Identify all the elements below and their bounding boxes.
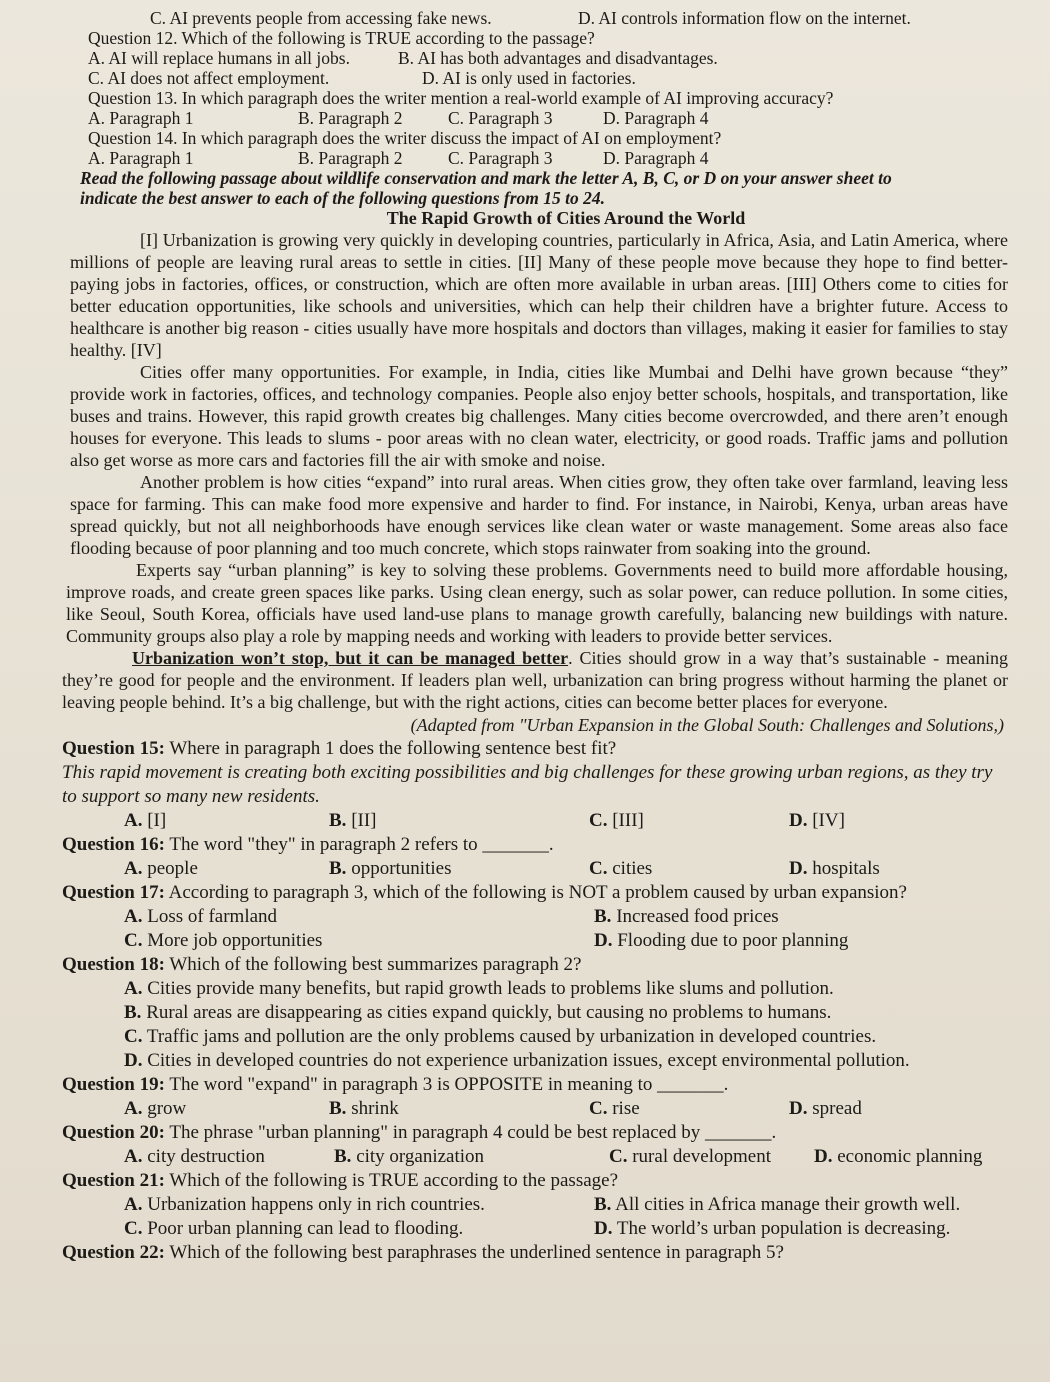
q13-stem: Question 13. In which paragraph does the writer mention a real-world example of AI improving accuracy?: [88, 88, 834, 108]
q13-option-b: B. Paragraph 2: [298, 108, 403, 128]
option-text: The world’s urban population is decreasing.: [612, 1218, 951, 1239]
q15-label: Question 15:: [62, 738, 165, 759]
q17-option-c[interactable]: [124, 929, 594, 953]
option-letter: D.: [124, 1050, 143, 1071]
q18-option-d[interactable]: [62, 1049, 1010, 1073]
option-letter: B.: [594, 906, 612, 927]
q14-option-c: C. Paragraph 3: [448, 148, 553, 168]
q19-option-b[interactable]: [329, 1097, 589, 1121]
q18-stem: [62, 953, 1010, 977]
q11-options: [62, 8, 1010, 28]
passage-title: The Rapid Growth of Cities Around the World: [386, 208, 746, 228]
option-letter: C.: [589, 810, 608, 831]
q20-label: Question 20:: [62, 1122, 165, 1143]
q22-stem: [62, 1241, 1010, 1265]
q15-stem-text: Where in paragraph 1 does the following sentence best fit?: [164, 738, 617, 759]
q15-option-a[interactable]: [124, 809, 329, 833]
paragraph-3-text: Another problem is how cities “expand” into rural areas. When cities grow, they often take over farmland, leaving less space for farming. This can make food more expensive and harder to find. For instance, in Nairobi, Kenya, urban areas have spread quickly, but not all neighborhoods have enough services like clean water or waste management. Some areas also face flooding because of poor planning and too much concrete, which stops rainwater from soaking into the ground.: [70, 472, 1008, 558]
q17-option-d[interactable]: [594, 929, 1024, 953]
q20-option-a[interactable]: [124, 1145, 334, 1169]
q19-options: [62, 1097, 1010, 1121]
option-letter: C.: [589, 1098, 608, 1119]
option-letter: B.: [334, 1146, 352, 1167]
q15-quote: This rapid movement is creating both exciting possibilities and big challenges for these growing urban regions, as they try to support so many new residents.: [62, 762, 993, 807]
option-letter: A.: [124, 1146, 143, 1167]
q16-option-c[interactable]: [589, 857, 789, 881]
option-letter: A.: [124, 858, 143, 879]
q17-label: Question 17:: [62, 882, 165, 903]
q16-label: Question 16:: [62, 834, 165, 855]
q19-stem: [62, 1073, 1010, 1097]
q21-options: [62, 1193, 1010, 1241]
q16-stem-text: The word "they" in paragraph 2 refers to _______.: [164, 834, 554, 855]
q20-stem-text: The phrase "urban planning" in paragraph 4 could be best replaced by _______.: [164, 1122, 777, 1143]
option-letter: B.: [329, 858, 347, 879]
q12-options-row1: [62, 48, 1010, 68]
q14-stem: Question 14. In which paragraph does the writer discuss the impact of AI on employment?: [88, 128, 722, 148]
paragraph-5-text: . Cities should grow in a way that’s sustainable - meaning they’re good for people and the environment. If leaders plan well, urbanization can bring progress without harming the planet or leaving people behind. It’s a big challenge, but with the right actions, cities can become better places for everyone.: [62, 648, 1009, 712]
option-text: economic planning: [832, 1146, 983, 1167]
option-text: [I]: [142, 810, 167, 831]
q20-stem: [62, 1121, 1010, 1145]
q17-stem: [62, 881, 1010, 905]
q14-options: [62, 148, 1010, 168]
paragraph-1-text: [I] Urbanization is growing very quickly in developing countries, particularly in Africa, Asia, and Latin America, where millions of people are leaving rural areas to settle in cities. [II] Many of these people move because they hope to find better-paying jobs in factories, offices, or construction, which are often more available in urban areas. [III] Others come to cities for better education opportunities, like schools and universities, which can help their children have a brighter future. Access to healthcare is another big reason - cities usually have more hospitals and doctors than villages, making it easier for families to stay healthy. [IV]: [70, 230, 1008, 360]
q16-stem: [62, 833, 1010, 857]
q19-stem-text: The word "expand" in paragraph 3 is OPPOSITE in meaning to _______.: [164, 1074, 729, 1095]
q18-label: Question 18:: [62, 954, 165, 975]
q15-option-b[interactable]: [329, 809, 589, 833]
q20-option-c[interactable]: [609, 1145, 814, 1169]
option-text: opportunities: [346, 858, 452, 879]
q22-stem-text: Which of the following best paraphrases the underlined sentence in paragraph 5?: [164, 1242, 784, 1263]
q15-option-d[interactable]: [789, 809, 989, 833]
q12-option-c: C. AI does not affect employment.: [88, 68, 330, 88]
q21-option-b[interactable]: [594, 1193, 1024, 1217]
paragraph-5: [62, 647, 1010, 713]
option-text: More job opportunities: [142, 930, 323, 951]
paragraph-2-text: Cities offer many opportunities. For example, in India, cities like Mumbai and Delhi have grown because “they” provide work in factories, offices, and technology companies. People also enjoy better schools, hospitals, and transportation, like buses and trains. However, this rapid growth creates big challenges. Many cities become overcrowded, and there aren’t enough houses for everyone. This leads to slums - poor areas with no clean water, electricity, or good roads. Traffic jams and pollution also get worse as more cars and factories fill the air with smoke and noise.: [70, 362, 1008, 470]
option-letter: A.: [124, 1098, 143, 1119]
option-letter: B.: [124, 1002, 142, 1023]
q16-option-a[interactable]: [124, 857, 329, 881]
option-text: grow: [142, 1098, 187, 1119]
option-text: Urbanization happens only in rich countries.: [142, 1194, 485, 1215]
option-text: Loss of farmland: [142, 906, 278, 927]
q17-stem-text: According to paragraph 3, which of the following is NOT a problem caused by urban expansion?: [164, 882, 907, 903]
q13-option-c: C. Paragraph 3: [448, 108, 553, 128]
option-text: Increased food prices: [611, 906, 779, 927]
q19-option-d[interactable]: [789, 1097, 989, 1121]
option-letter: C.: [124, 930, 143, 951]
q17-option-a[interactable]: [124, 905, 594, 929]
q12-option-d: D. AI is only used in factories.: [422, 68, 636, 88]
passage-source: (Adapted from "Urban Expansion in the Global South: Challenges and Solutions,): [410, 715, 1004, 735]
option-text: shrink: [346, 1098, 399, 1119]
option-letter: D.: [594, 930, 613, 951]
option-letter: B.: [594, 1194, 612, 1215]
option-text: Poor urban planning can lead to flooding.: [142, 1218, 464, 1239]
option-text: Cities in developed countries do not experience urbanization issues, except environmental pollution.: [142, 1050, 910, 1071]
option-letter: C.: [609, 1146, 628, 1167]
option-text: cities: [607, 858, 653, 879]
option-text: Cities provide many benefits, but rapid growth leads to problems like slums and pollution.: [142, 978, 834, 999]
q16-options: [62, 857, 1010, 881]
questions-section: [62, 737, 1010, 1265]
q20-option-b[interactable]: [334, 1145, 609, 1169]
q21-option-a[interactable]: [124, 1193, 594, 1217]
option-letter: A.: [124, 906, 143, 927]
q18-stem-text: Which of the following best summarizes paragraph 2?: [164, 954, 582, 975]
q21-stem: [62, 1169, 1010, 1193]
q19-option-c[interactable]: [589, 1097, 789, 1121]
option-letter: C.: [589, 858, 608, 879]
q20-option-d[interactable]: [814, 1145, 1024, 1169]
q13-option-d: D. Paragraph 4: [603, 108, 709, 128]
option-letter: A.: [124, 810, 143, 831]
option-letter: C.: [124, 1218, 143, 1239]
paragraph-4-text: Experts say “urban planning” is key to solving these problems. Governments need to build more affordable housing, improve roads, and create green spaces like parks. Using clean energy, such as solar power, can reduce pollution. In some cities, like Seoul, South Korea, officials have used land-use plans to manage growth carefully, balancing new buildings with nature. Community groups also play a role by mapping needs and working with leaders to provide better services.: [66, 560, 1008, 646]
q16-option-b[interactable]: [329, 857, 589, 881]
option-text: All cities in Africa manage their growth well.: [611, 1194, 961, 1215]
q13-options: [62, 108, 1010, 128]
q17-option-b[interactable]: [594, 905, 1024, 929]
q18-option-c[interactable]: [62, 1025, 1010, 1049]
q14-option-a: A. Paragraph 1: [88, 148, 194, 168]
q21-stem-text: Which of the following is TRUE according to the passage?: [164, 1170, 619, 1191]
paragraph-2: [62, 361, 1010, 471]
option-text: city destruction: [142, 1146, 265, 1167]
option-text: rise: [607, 1098, 640, 1119]
q17-options: [62, 905, 1010, 953]
q21-label: Question 21:: [62, 1170, 165, 1191]
option-letter: D.: [789, 858, 808, 879]
q20-options: [62, 1145, 1010, 1169]
paragraph-3: [62, 471, 1010, 559]
option-letter: B.: [329, 1098, 347, 1119]
paragraph-4: [62, 559, 1010, 647]
option-letter: D.: [814, 1146, 833, 1167]
option-text: Traffic jams and pollution are the only problems caused by urbanization in developed countries.: [142, 1026, 877, 1047]
q19-label: Question 19:: [62, 1074, 165, 1095]
q12-option-b: B. AI has both advantages and disadvantages.: [398, 48, 718, 68]
q16-option-d[interactable]: [789, 857, 989, 881]
q19-option-a[interactable]: [124, 1097, 329, 1121]
q13-option-a: A. Paragraph 1: [88, 108, 194, 128]
option-letter: C.: [124, 1026, 143, 1047]
instruction-line-1: Read the following passage about wildlife conservation and mark the letter A, B, C, or D on your answer sheet to: [80, 168, 892, 188]
paragraph-1: [62, 229, 1010, 361]
option-letter: A.: [124, 978, 143, 999]
instruction-line-2: indicate the best answer to each of the following questions from 15 to 24.: [80, 188, 606, 208]
option-text: spread: [807, 1098, 862, 1119]
q12-stem: Question 12. Which of the following is TRUE according to the passage?: [88, 28, 595, 48]
q21-option-d[interactable]: [594, 1217, 1024, 1241]
q22-label: Question 22:: [62, 1242, 165, 1263]
option-letter: D.: [789, 1098, 808, 1119]
q15-options: [62, 809, 1010, 833]
option-text: Flooding due to poor planning: [612, 930, 849, 951]
q21-option-c[interactable]: [124, 1217, 594, 1241]
option-text: [II]: [346, 810, 377, 831]
option-text: city organization: [351, 1146, 485, 1167]
q12-options-row2: [62, 68, 1010, 88]
option-text: [IV]: [807, 810, 845, 831]
option-text: rural development: [627, 1146, 771, 1167]
option-text: people: [142, 858, 198, 879]
option-letter: D.: [594, 1218, 613, 1239]
option-text: Rural areas are disappearing as cities expand quickly, but causing no problems to humans.: [141, 1002, 832, 1023]
q11-option-c: C. AI prevents people from accessing fake news.: [150, 8, 492, 28]
q15-option-c[interactable]: [589, 809, 789, 833]
q18-option-b[interactable]: [62, 1001, 1010, 1025]
option-letter: A.: [124, 1194, 143, 1215]
option-text: hospitals: [807, 858, 880, 879]
q12-option-a: A. AI will replace humans in all jobs.: [88, 48, 350, 68]
q15-stem: [62, 737, 1010, 761]
option-letter: D.: [789, 810, 808, 831]
q11-option-d: D. AI controls information flow on the internet.: [578, 8, 911, 28]
q18-option-a[interactable]: [62, 977, 1010, 1001]
option-letter: B.: [329, 810, 347, 831]
option-text: [III]: [607, 810, 644, 831]
underlined-sentence: Urbanization won’t stop, but it can be managed better: [132, 648, 569, 668]
q14-option-b: B. Paragraph 2: [298, 148, 403, 168]
q14-option-d: D. Paragraph 4: [603, 148, 709, 168]
